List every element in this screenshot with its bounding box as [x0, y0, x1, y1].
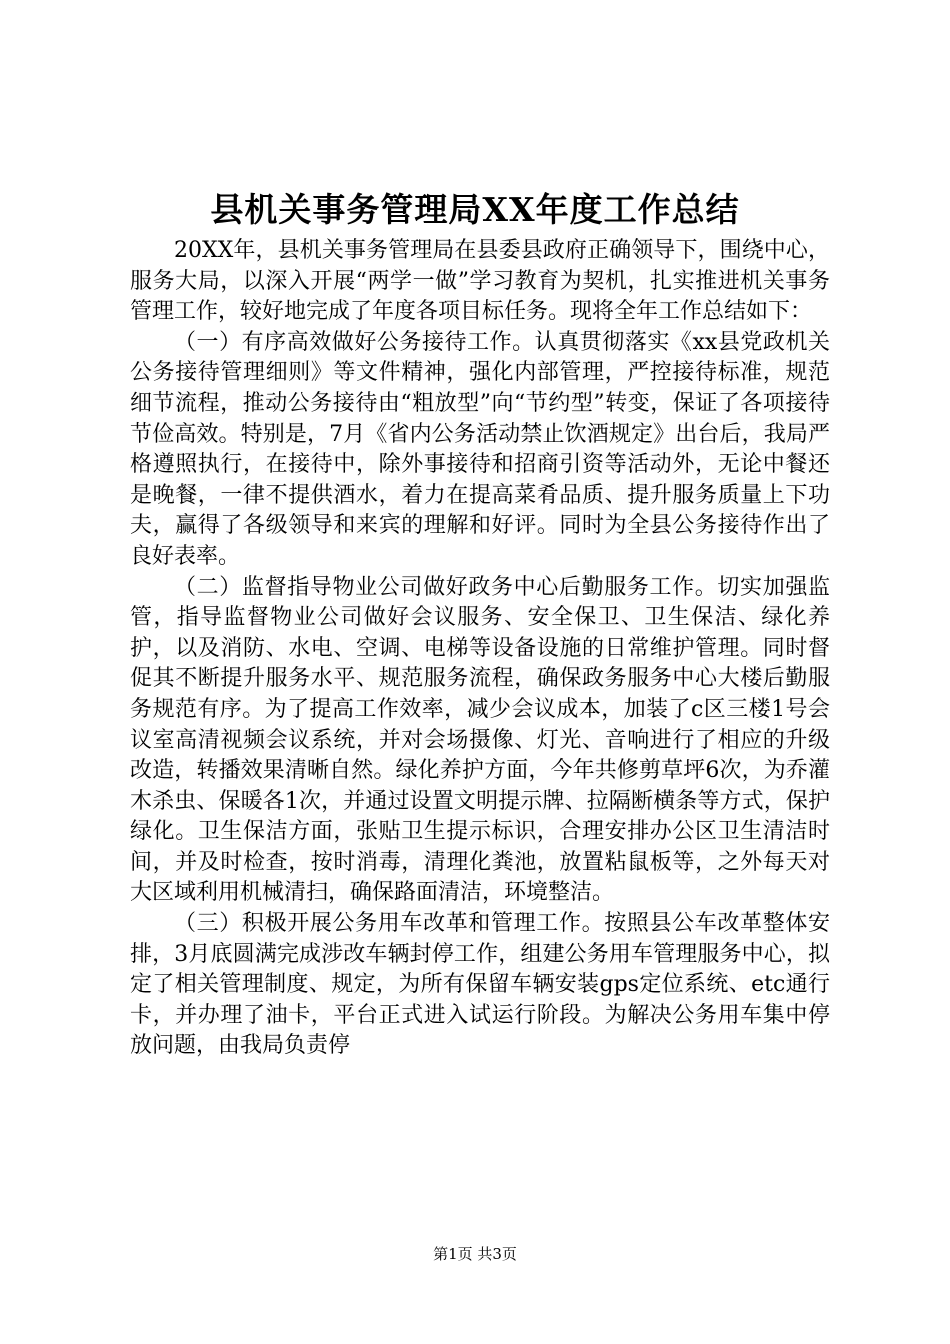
paragraph-section-2: （二）监督指导物业公司做好政务中心后勤服务工作。切实加强监管，指导监督物业公司做好会议服务、安全保卫、卫生保洁、绿化养护，以及消防、水电、空调、电梯等设备设施的日常维护管理。同时督促其不断提升服务水平、规范服务流程，确保政务服务中心大楼后勤服务规范有序。为了提高工作效率，减少会议成本，加装了c区三楼1号会议室高清视频会议系统，并对会场摄像、灯光、音响进行了相应的升级改造，转播效果清晰自然。绿化养护方面，今年共修剪草坪6次，为乔灌木杀虫、保暖各1次，并通过设置文明提示牌、拉隔断横条等方式，保护绿化。卫生保洁方面，张贴卫生提示标识，合理安排办公区卫生清洁时间，并及时检查，按时消毒，清理化粪池，放置粘鼠板等，之外每天对大区域利用机械清扫，确保路面清洁，环境整洁。: [130, 574, 830, 906]
document-title: 县机关事务管理局XX年度工作总结: [210, 190, 740, 229]
paragraph-section-3: （三）积极开展公务用车改革和管理工作。按照县公车改革整体安排，3月底圆满完成涉改车辆封停工作，组建公务用车管理服务中心，拟定了相关管理制度、规定，为所有保留车辆安装gps定位系统、etc通行卡，并办理了油卡，平台正式进入试运行阶段。为解决公务用车集中停放问题，由我局负责停: [130, 911, 830, 1059]
paragraph-section-1: （一）有序高效做好公务接待工作。认真贯彻落实《xx县党政机关公务接待管理细则》等文件精神，强化内部管理，严控接待标准，规范细节流程，推动公务接待由“粗放型”向“节约型”转变，保证了各项接待节俭高效。特别是，7月《省内公务活动禁止饮酒规定》出台后，我局严格遵照执行，在接待中，除外事接待和招商引资等活动外，无论中餐还是晚餐，一律不提供酒水，着力在提高菜肴品质、提升服务质量上下功夫，赢得了各级领导和来宾的理解和好评。同时为全县公务接待作出了良好表率。: [130, 329, 830, 569]
document-body: [130, 236, 830, 1062]
page-number-footer: 第1页 共3页: [433, 1245, 517, 1263]
paragraph-intro: 20XX年，县机关事务管理局在县委县政府正确领导下，围绕中心，服务大局，以深入开展“两学一做”学习教育为契机，扎实推进机关事务管理工作，较好地完成了年度各项目标任务。现将全年工作总结如下：: [130, 238, 830, 325]
